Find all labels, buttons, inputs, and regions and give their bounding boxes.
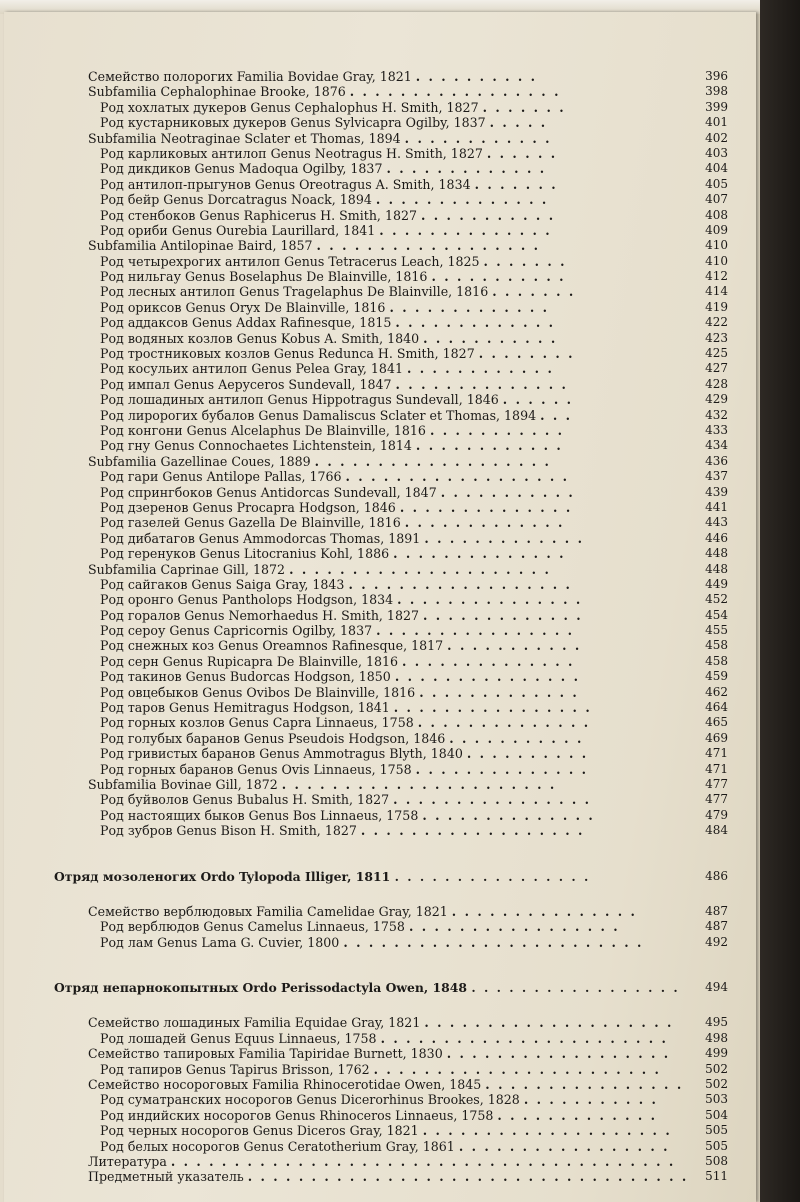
toc-entry-text: Род таров Genus Hemitragus Hodgson, 1841 . . . . . . . . . . . . . . . .: [100, 700, 592, 716]
toc-leader-dots: . . . . . . . . . . . . . . . .: [485, 1077, 684, 1093]
toc-page-number: 505: [705, 1138, 728, 1153]
toc-page-number: 502: [705, 1077, 728, 1092]
toc-page-number: 454: [705, 607, 728, 622]
toc-leader-dots: . . . . . . . . . . . . . .: [395, 376, 568, 392]
toc-entry-text: Семейство верблюдовых Familia Camelidae Gray, 1821 . . . . . . . . . . . . . . .: [88, 903, 637, 919]
toc-page-number: 398: [705, 84, 728, 99]
toc-leader-dots: . . . . . . . . . . . . . . . . . . .: [314, 453, 551, 469]
toc-genus-entry: [4, 485, 756, 500]
toc-entry-text: Род газелей Genus Gazella De Blainville, 1816 . . . . . . . . . . . . .: [100, 515, 565, 531]
toc-leader-dots: . . . . . . . . . . . . . . . . .: [408, 919, 620, 935]
toc-leader-dots: . . . . . . . . . . . . .: [389, 299, 550, 315]
toc-page-number: 439: [705, 484, 728, 499]
toc-leader-dots: . . . . . . . . . . .: [523, 1092, 658, 1108]
toc-page-number: 446: [705, 530, 728, 545]
toc-entry-text: Отряд непарнокопытных Ordo Perissodactyla Owen, 1848 . . . . . . . . . . . . . . . . .: [54, 980, 680, 996]
toc-genus-entry: [4, 823, 756, 838]
toc-entry-text: Род аддаксов Genus Addax Rafinesque, 1815 . . . . . . . . . . . . .: [100, 315, 556, 331]
toc-entry-text: Subfamilia Caprinae Gill, 1872 . . . . . . . . . . . . . . . . . . . . .: [88, 561, 551, 577]
toc-page-number: 441: [705, 499, 728, 514]
toc-page-number: 396: [705, 69, 728, 83]
toc-family-entry: [4, 1154, 756, 1169]
toc-leader-dots: . . . . . . . . . . .: [431, 269, 566, 285]
toc-entry-text: Род дзеренов Genus Procapra Hodgson, 1846 . . . . . . . . . . . . . .: [100, 499, 573, 515]
toc-family-entry: [4, 1169, 756, 1184]
toc-leader-dots: . . . . . . . . . . . . .: [497, 1107, 658, 1123]
toc-genus-entry: [4, 192, 756, 207]
toc-page-number: 419: [705, 299, 728, 314]
toc-entry-text: Род горных козлов Genus Capra Linnaeus, 1758 . . . . . . . . . . . . . .: [100, 715, 591, 731]
toc-leader-dots: . . . . . . . . . . . . . . . . . . . . . . . . . . . . . . . . . . . . . . . .: [170, 1154, 676, 1169]
toc-entry-text: Род гари Genus Antilope Pallas, 1766 . . . . . . . . . . . . . . . . . .: [100, 469, 569, 485]
toc-leader-dots: . . . . . . .: [474, 176, 558, 192]
spacer: [4, 884, 756, 904]
toc-leader-dots: . . . . . . . . . . . . . . . .: [394, 868, 591, 884]
toc-page-number: 407: [705, 192, 728, 207]
toc-page-number: 511: [705, 1169, 728, 1184]
toc-family-entry: [4, 904, 756, 919]
toc-entry-text: Род хохлатых дукеров Genus Cephalophus H. Smith, 1827 . . . . . . .: [100, 99, 566, 115]
toc-entry-text: Род овцебыков Genus Ovibos De Blainville, 1816 . . . . . . . . . . . . .: [100, 684, 579, 700]
toc-page-number: 436: [705, 453, 728, 468]
toc-page-number: 458: [705, 638, 728, 653]
toc-genus-entry: [4, 469, 756, 484]
toc-genus-entry: [4, 115, 756, 130]
toc-leader-dots: . . . . . . . . . . . . . . . . . . . .: [424, 1015, 674, 1031]
toc-genus-entry: [4, 762, 756, 777]
toc-leader-dots: . . . . . . .: [492, 284, 576, 300]
toc-entry-text: Род конгони Genus Alcelaphus De Blainville, 1816 . . . . . . . . . . .: [100, 422, 565, 438]
toc-leader-dots: . . . . . . . . . . . . . . . . . . . . .: [289, 561, 551, 577]
toc-page-number: 399: [705, 99, 728, 114]
toc-page-number: 469: [705, 730, 728, 745]
toc-entry-text: Род нильгау Genus Boselaphus De Blainville, 1816 . . . . . . . . . . .: [100, 269, 566, 285]
book-page: [4, 12, 756, 1202]
toc-page-number: 471: [705, 746, 728, 761]
toc-genus-entry: [4, 361, 756, 376]
toc-leader-dots: . . . . . . . . . . .: [429, 422, 565, 438]
toc-page-number: 404: [705, 161, 728, 176]
toc-genus-entry: [4, 1108, 756, 1123]
toc-entry-text: Род четырехрогих антилоп Genus Tetracerus Leach, 1825 . . . . . . .: [100, 253, 567, 269]
toc-entry-text: Род белых носорогов Genus Ceratotherium Gray, 1861 . . . . . . . . . . . . . . . . .: [100, 1138, 670, 1154]
toc-leader-dots: . . . . . . . . . . . . . . . . . .: [360, 823, 585, 839]
toc-genus-entry: [4, 161, 756, 176]
toc-page-number: 494: [705, 980, 728, 995]
toc-genus-entry: [4, 315, 756, 330]
toc-page-number: 499: [705, 1046, 728, 1061]
toc-page-number: 458: [705, 653, 728, 668]
toc-page-number: 487: [705, 903, 728, 918]
toc-entry-text: Род сероу Genus Capricornis Ogilby, 1837 . . . . . . . . . . . . . . . .: [100, 623, 575, 639]
toc-page-number: 427: [705, 361, 728, 376]
toc-family-entry: [4, 454, 756, 469]
toc-page-number: 448: [705, 561, 728, 576]
toc-genus-entry: [4, 1139, 756, 1154]
toc-genus-entry: [4, 300, 756, 315]
toc-page-number: 425: [705, 346, 728, 361]
toc-entry-text: Род косульих антилоп Genus Pelea Gray, 1841 . . . . . . . . . . . .: [100, 361, 554, 377]
toc-page-number: 448: [705, 546, 728, 561]
toc-leader-dots: . . . . . . . . . . . . .: [423, 607, 583, 623]
toc-page-number: 465: [705, 715, 728, 730]
toc-entry-text: Род лошадей Genus Equus Linnaeus, 1758 . . . . . . . . . . . . . . . . . . . . . . .: [100, 1030, 668, 1046]
toc-genus-entry: [4, 177, 756, 192]
toc-entry-text: Род лам Genus Lama G. Cuvier, 1800 . . . . . . . . . . . . . . . . . . . . . . . .: [100, 934, 644, 950]
toc-leader-dots: . . . . . . . . . . . . .: [386, 161, 547, 177]
toc-genus-entry: [4, 1062, 756, 1077]
toc-family-entry: [4, 1077, 756, 1092]
toc-page-number: 452: [705, 592, 728, 607]
toc-genus-entry: [4, 254, 756, 269]
toc-entry-text: Subfamilia Cephalophinae Brooke, 1876 . . . . . . . . . . . . . . . . .: [88, 84, 561, 100]
toc-leader-dots: . . . . . . . .: [478, 346, 575, 362]
toc-entry-text: Семейство тапировых Familia Tapiridae Burnett, 1830 . . . . . . . . . . . . . . . . . .: [88, 1046, 671, 1062]
toc-entry-text: Род дибатагов Genus Ammodorcas Thomas, 1891 . . . . . . . . . . . . .: [100, 530, 584, 546]
toc-leader-dots: . . .: [540, 407, 573, 423]
toc-leader-dots: . . . . . . . . . . . . . . . . . . . . . . .: [373, 1061, 661, 1077]
toc-entry-text: Род импал Genus Aepyceros Sundevall, 1847 . . . . . . . . . . . . . .: [100, 376, 568, 392]
toc-entry-text: Семейство носороговых Familia Rhinocerotidae Owen, 1845 . . . . . . . . . . . . . . . .: [88, 1077, 684, 1093]
toc-genus-entry: [4, 685, 756, 700]
toc-genus-entry: [4, 100, 756, 115]
toc-leader-dots: . . . . . . . . . . . . . . . . . .: [348, 576, 572, 592]
toc-leader-dots: . . . . . .: [486, 145, 558, 161]
toc-genus-entry: [4, 623, 756, 638]
toc-entry-text: Род геренуков Genus Litocranius Kohl, 1886 . . . . . . . . . . . . . .: [100, 546, 566, 562]
toc-entry-text: Род бейр Genus Dorcatragus Noack, 1894 . . . . . . . . . . . . . .: [100, 192, 549, 208]
toc-entry-text: Род карликовых антилоп Genus Neotragus H. Smith, 1827 . . . . . .: [100, 145, 558, 161]
toc-genus-entry: [4, 700, 756, 715]
spacer: [4, 995, 756, 1015]
toc-genus-entry: [4, 515, 756, 530]
toc-leader-dots: . . . . . . . . . . . . . . . . . .: [345, 469, 569, 485]
toc-entry-text: Род тапиров Genus Tapirus Brisson, 1762 . . . . . . . . . . . . . . . . . . . . . . .: [100, 1061, 661, 1077]
toc-entry-text: Род гну Genus Connochaetes Lichtenstein, 1814 . . . . . . . . . . . .: [100, 438, 563, 454]
toc-entry-text: Род горалов Genus Nemorhaedus H. Smith, 1827 . . . . . . . . . . . . .: [100, 607, 583, 623]
toc-page-number: 487: [705, 919, 728, 934]
toc-entry-text: Род кустарниковых дукеров Genus Sylvicapra Ogilby, 1837 . . . . .: [100, 115, 548, 131]
toc-entry-text: Отряд мозоленогих Ordo Tylopoda Illiger, 1811 . . . . . . . . . . . . . . . .: [54, 868, 591, 884]
toc-leader-dots: . . . . . . . . . . . .: [406, 361, 554, 377]
toc-leader-dots: . . . . . . . . . . . . .: [419, 684, 579, 700]
toc-genus-entry: [4, 377, 756, 392]
toc-family-entry: [4, 562, 756, 577]
toc-page-number: 462: [705, 684, 728, 699]
toc-leader-dots: . . . . . . . . . . . . . .: [393, 546, 566, 562]
toc-genus-entry: [4, 1031, 756, 1046]
toc-page-number: 410: [705, 253, 728, 268]
toc-leader-dots: . . . . . . . . . . . . . . . . . . . . . . . . . . . . . . . . . . .: [247, 1169, 689, 1185]
toc-page-number: 479: [705, 807, 728, 822]
toc-page-number: 459: [705, 669, 728, 684]
toc-leader-dots: . . . . . . . . . . . .: [404, 130, 552, 146]
toc-genus-entry: [4, 208, 756, 223]
toc-leader-dots: . . . . . . . . . . . . . .: [422, 807, 595, 823]
toc-page-number: 495: [705, 1015, 728, 1030]
toc-page-number: 464: [705, 700, 728, 715]
toc-entry-text: Род настоящих быков Genus Bos Linnaeus, 1758 . . . . . . . . . . . . . .: [100, 807, 595, 823]
toc-entry-text: Род дикдиков Genus Madoqua Ogilby, 1837 . . . . . . . . . . . . .: [100, 161, 547, 177]
toc-page-number: 502: [705, 1061, 728, 1076]
toc-family-entry: [4, 69, 756, 84]
toc-page-number: 409: [705, 222, 728, 237]
toc-genus-entry: [4, 1092, 756, 1107]
toc-leader-dots: . . . . . . . . . . . . .: [395, 315, 556, 331]
toc-page-number: 408: [705, 207, 728, 222]
toc-leader-dots: . . . . . . . . . . . . .: [424, 530, 584, 546]
toc-leader-dots: . . . . . . . . . . .: [440, 484, 575, 500]
toc-page-number: 498: [705, 1030, 728, 1045]
toc-genus-entry: [4, 438, 756, 453]
toc-entry-text: Род антилоп-прыгунов Genus Oreotragus A. Smith, 1834 . . . . . . .: [100, 176, 558, 192]
toc-genus-entry: [4, 392, 756, 407]
toc-leader-dots: . . . . . . . . . .: [466, 746, 589, 762]
toc-entry-text: Subfamilia Antilopinae Baird, 1857 . . . . . . . . . . . . . . . . . .: [88, 238, 540, 254]
toc-leader-dots: . . . . . . . . . . . . . .: [415, 761, 589, 777]
toc-genus-entry: [4, 808, 756, 823]
toc-entry-text: Род суматранских носорогов Genus Dicerorhinus Brookes, 1828 . . . . . . . . . . .: [100, 1092, 658, 1108]
toc-genus-entry: [4, 608, 756, 623]
toc-genus-entry: [4, 423, 756, 438]
toc-genus-entry: [4, 792, 756, 807]
toc-leader-dots: . . . . .: [489, 115, 548, 131]
toc-page-number: 492: [705, 934, 728, 949]
toc-entry-text: Род лошадиных антилоп Genus Hippotragus Sundevall, 1846 . . . . . .: [100, 392, 574, 408]
toc-family-entry: [4, 777, 756, 792]
toc-leader-dots: . . . . . . . . . . . . . .: [402, 653, 575, 669]
toc-family-entry: [4, 131, 756, 146]
toc-page-number: 410: [705, 238, 728, 253]
toc-genus-entry: [4, 715, 756, 730]
toc-page-number: 486: [705, 868, 728, 883]
toc-leader-dots: . . . . . . .: [483, 253, 567, 269]
table-of-contents: [4, 69, 756, 1185]
toc-genus-entry: [4, 500, 756, 515]
toc-page-number: 429: [705, 392, 728, 407]
toc-page-number: 504: [705, 1107, 728, 1122]
toc-page-number: 477: [705, 792, 728, 807]
toc-leader-dots: . . . . . . . . . . . . . .: [375, 192, 549, 208]
toc-page-number: 433: [705, 422, 728, 437]
toc-family-entry: [4, 1015, 756, 1030]
toc-entry-text: Семейство лошадиных Familia Equidae Gray, 1821 . . . . . . . . . . . . . . . . . . . .: [88, 1015, 674, 1031]
toc-leader-dots: . . . . . . . . . . . . . .: [399, 499, 573, 515]
toc-entry-text: Род водяных козлов Genus Kobus A. Smith, 1840 . . . . . . . . . . .: [100, 330, 558, 346]
toc-genus-entry: [4, 731, 756, 746]
toc-entry-text: Род верблюдов Genus Camelus Linnaeus, 1758 . . . . . . . . . . . . . . . . .: [100, 919, 620, 935]
toc-entry-text: Семейство полорогих Familia Bovidae Gray, 1821 . . . . . . . . . .: [88, 69, 538, 84]
toc-leader-dots: . . . . . . . . . . . . . . . . . . . . . . . .: [343, 934, 644, 950]
toc-leader-dots: . . . . . . . . . . . . . . .: [397, 592, 583, 608]
toc-genus-entry: [4, 331, 756, 346]
toc-entry-text: Род индийских носорогов Genus Rhinoceros Linnaeus, 1758 . . . . . . . . . . . . .: [100, 1107, 658, 1123]
toc-genus-entry: [4, 531, 756, 546]
toc-leader-dots: . . . . . . . . . .: [415, 69, 538, 84]
toc-entry-text: Предметный указатель . . . . . . . . . . . . . . . . . . . . . . . . . . . . . . . . . . .: [88, 1169, 689, 1185]
toc-page-number: 484: [705, 823, 728, 838]
toc-leader-dots: . . . . . . . . . . . . . .: [379, 222, 552, 238]
toc-entry-text: Род серн Genus Rupicapra De Blainville, 1816 . . . . . . . . . . . . . .: [100, 653, 575, 669]
toc-entry-text: Subfamilia Neotraginae Sclater et Thomas, 1894 . . . . . . . . . . . .: [88, 130, 552, 146]
toc-genus-entry: [4, 746, 756, 761]
toc-page-number: 403: [705, 145, 728, 160]
toc-entry-text: Род лесных антилоп Genus Tragelaphus De Blainville, 1816 . . . . . . .: [100, 284, 576, 300]
book-cover-edge: [760, 0, 800, 1202]
toc-genus-entry: [4, 284, 756, 299]
toc-page-number: 401: [705, 115, 728, 130]
toc-leader-dots: . . . . . . . . . . . . . . . . . .: [316, 238, 540, 254]
toc-page-number: 449: [705, 576, 728, 591]
toc-page-number: 414: [705, 284, 728, 299]
toc-page-number: 428: [705, 376, 728, 391]
toc-page-number: 434: [705, 438, 728, 453]
toc-page-number: 423: [705, 330, 728, 345]
toc-entry-text: Род черных носорогов Genus Diceros Gray, 1821 . . . . . . . . . . . . . . . . . . . .: [100, 1123, 672, 1139]
toc-leader-dots: . . . . . . . . . . . . . . .: [451, 903, 637, 919]
toc-leader-dots: . . . . . . . . . . . . . . . .: [376, 623, 575, 639]
toc-genus-entry: [4, 146, 756, 161]
toc-genus-entry: [4, 638, 756, 653]
toc-genus-entry: [4, 223, 756, 238]
toc-entry-text: Род сайгаков Genus Saiga Gray, 1843 . . . . . . . . . . . . . . . . . .: [100, 576, 572, 592]
toc-leader-dots: . . . . . . . . . . . . . . . . . . . . . . .: [380, 1030, 668, 1046]
toc-page-number: 471: [705, 761, 728, 776]
toc-page-number: 405: [705, 176, 728, 191]
toc-entry-text: Род ориби Genus Ourebia Laurillard, 1841 . . . . . . . . . . . . . .: [100, 222, 552, 238]
toc-leader-dots: . . . . . . . . . . . . . . . . . . . .: [422, 1123, 672, 1139]
toc-leader-dots: . . . . . . . . . . . . . . .: [394, 669, 580, 685]
toc-genus-entry: [4, 919, 756, 934]
toc-leader-dots: . . . . . . . . . . . . . . . . .: [471, 980, 680, 996]
toc-genus-entry: [4, 577, 756, 592]
toc-entry-text: Литература . . . . . . . . . . . . . . . . . . . . . . . . . . . . . . . . . . . . . . . .: [88, 1154, 676, 1169]
toc-leader-dots: . . . . . . . . . . . . . . . .: [393, 700, 592, 716]
toc-page-number: 402: [705, 130, 728, 145]
toc-entry-text: Род тростниковых козлов Genus Redunca H. Smith, 1827 . . . . . . . .: [100, 346, 575, 362]
spacer: [4, 950, 756, 980]
toc-genus-entry: [4, 669, 756, 684]
toc-page-number: 503: [705, 1092, 728, 1107]
toc-leader-dots: . . . . . . . . . . . .: [415, 438, 563, 454]
toc-page-number: 422: [705, 315, 728, 330]
toc-page-number: 437: [705, 469, 728, 484]
toc-leader-dots: . . . . . . . . . . . . . . . .: [393, 792, 592, 808]
toc-entry-text: Род ориксов Genus Oryx De Blainville, 1816 . . . . . . . . . . . . .: [100, 299, 550, 315]
toc-page-number: 505: [705, 1123, 728, 1138]
toc-entry-text: Subfamilia Bovinae Gill, 1872 . . . . . . . . . . . . . . . . . . . . . .: [88, 776, 557, 792]
toc-page-number: 443: [705, 515, 728, 530]
toc-leader-dots: . . . . . . . . . . . . . . . . .: [458, 1138, 670, 1154]
toc-genus-entry: [4, 408, 756, 423]
toc-genus-entry: [4, 546, 756, 561]
toc-family-entry: [4, 238, 756, 253]
toc-page-number: 477: [705, 776, 728, 791]
toc-entry-text: Род горных баранов Genus Ovis Linnaeus, 1758 . . . . . . . . . . . . . .: [100, 761, 589, 777]
toc-leader-dots: . . . . . . . . . . . . .: [404, 515, 565, 531]
toc-order-entry: [4, 869, 756, 884]
toc-family-entry: [4, 84, 756, 99]
toc-genus-entry: [4, 935, 756, 950]
toc-leader-dots: . . . . . . . . . . .: [423, 330, 558, 346]
toc-leader-dots: . . . . . . . . . . . . . . . . . .: [446, 1046, 671, 1062]
toc-family-entry: [4, 1046, 756, 1061]
toc-leader-dots: . . . . . . . . . . . . . .: [417, 715, 591, 731]
toc-entry-text: Род стенбоков Genus Raphicerus H. Smith, 1827 . . . . . . . . . . .: [100, 207, 556, 223]
toc-leader-dots: . . . . . . . . . . .: [421, 207, 556, 223]
toc-page-number: 508: [705, 1154, 728, 1168]
spacer: [4, 839, 756, 869]
toc-entry-text: Род снежных коз Genus Oreamnos Rafinesque, 1817 . . . . . . . . . . .: [100, 638, 582, 654]
toc-genus-entry: [4, 654, 756, 669]
toc-order-entry: [4, 980, 756, 995]
toc-leader-dots: . . . . . . .: [482, 99, 566, 115]
toc-entry-text: Род голубых баранов Genus Pseudois Hodgson, 1846 . . . . . . . . . . .: [100, 730, 584, 746]
toc-genus-entry: [4, 592, 756, 607]
toc-page-number: 412: [705, 269, 728, 284]
toc-leader-dots: . . . . . . . . . . . . . . . . .: [349, 84, 561, 100]
toc-genus-entry: [4, 346, 756, 361]
toc-entry-text: Род такинов Genus Budorcas Hodgson, 1850 . . . . . . . . . . . . . . .: [100, 669, 580, 685]
toc-entry-text: Subfamilia Gazellinae Coues, 1889 . . . . . . . . . . . . . . . . . . .: [88, 453, 551, 469]
toc-entry-text: Род спрингбоков Genus Antidorcas Sundevall, 1847 . . . . . . . . . . .: [100, 484, 575, 500]
toc-leader-dots: . . . . . . . . . . . . . . . . . . . . . .: [281, 776, 557, 792]
toc-leader-dots: . . . . . . . . . . .: [449, 730, 584, 746]
toc-genus-entry: [4, 269, 756, 284]
toc-entry-text: Род лиророгих бубалов Genus Damaliscus Sclater et Thomas, 1894 . . .: [100, 407, 573, 423]
toc-entry-text: Род буйволов Genus Bubalus H. Smith, 1827 . . . . . . . . . . . . . . . .: [100, 792, 592, 808]
toc-entry-text: Род зубров Genus Bison H. Smith, 1827 . . . . . . . . . . . . . . . . . .: [100, 823, 585, 839]
toc-leader-dots: . . . . . .: [502, 392, 574, 408]
toc-page-number: 455: [705, 623, 728, 638]
toc-entry-text: Род оронго Genus Pantholops Hodgson, 1834 . . . . . . . . . . . . . . .: [100, 592, 583, 608]
toc-page-number: 432: [705, 407, 728, 422]
toc-genus-entry: [4, 1123, 756, 1138]
toc-entry-text: Род гривистых баранов Genus Ammotragus Blyth, 1840 . . . . . . . . . .: [100, 746, 589, 762]
toc-leader-dots: . . . . . . . . . . .: [447, 638, 582, 654]
